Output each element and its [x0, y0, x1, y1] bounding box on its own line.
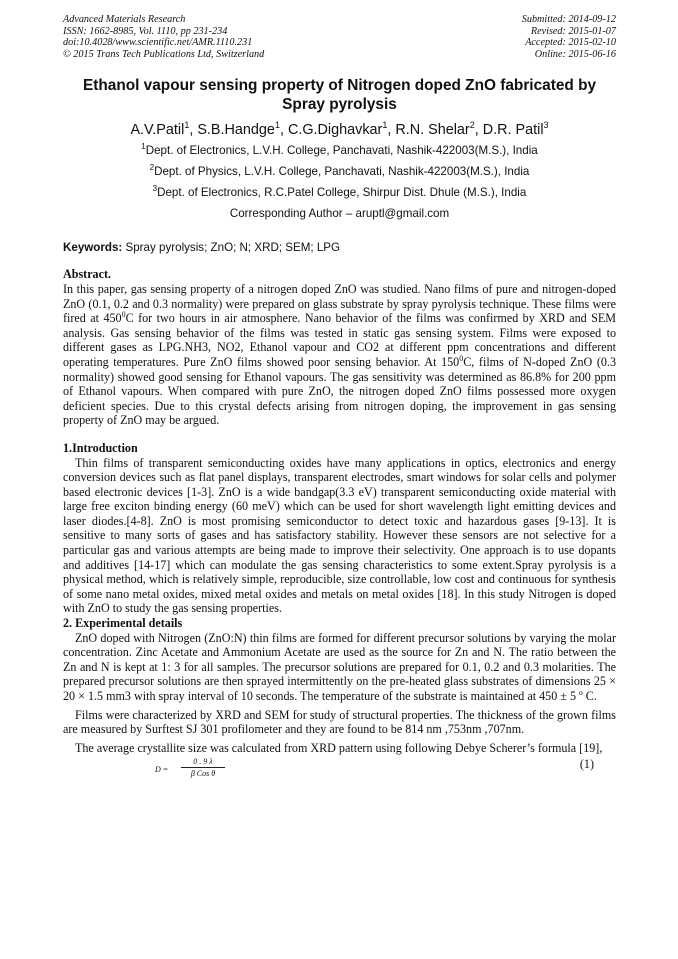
introduction-heading: 1.Introduction — [63, 440, 138, 455]
abstract-part: C for two hours in air atmosphere. Nano behavior of the films was confirmed by XRD and SEM analysis. Gas sensing behavior of the films was tested in static gas sensing system. Films were exposed to different gases as LPG.NH3, NO2, Ethanol vapour and CO2 at different ppm concentrations and different operating temperatures. Pure ZnO films showed poor sensing behavior. At 150 — [63, 311, 616, 369]
paper-title: Ethanol vapour sensing property of Nitrogen doped ZnO fabricated by Spray pyrolysis — [82, 77, 597, 114]
affiliation — [63, 161, 616, 182]
author-name: D.R. Patil — [482, 122, 544, 139]
affiliation-text: Dept. of Electronics, R.C.Patel College, Shirpur Dist. Dhule (M.S.), India — [157, 186, 527, 200]
experimental-heading: 2. Experimental details — [63, 616, 183, 631]
journal-name: Advanced Materials Research — [63, 14, 186, 25]
equation-lhs: D = — [155, 765, 169, 775]
corresponding-author: Corresponding Author – aruptl@gmail.com — [229, 207, 450, 221]
author-separator: , — [189, 122, 198, 139]
author-separator: , — [474, 122, 483, 139]
author-separator: , — [279, 122, 288, 139]
date-online: Online: 2015-06-16 — [534, 48, 616, 60]
journal-issn: ISSN: 1662-8985, Vol. 1110, pp 231-234 — [63, 25, 228, 37]
abstract-text — [63, 282, 616, 428]
affiliation — [63, 182, 616, 203]
author-affiliation-mark: 2 — [469, 120, 475, 131]
author-name: C.G.Dighavkar — [287, 122, 383, 139]
abstract-heading: Abstract. — [63, 267, 112, 282]
affiliation-mark: 1 — [141, 142, 146, 152]
author-list — [63, 120, 616, 140]
keywords-text: Spray pyrolysis; ZnO; N; XRD; SEM; LPG — [122, 241, 341, 255]
date-submitted: Submitted: 2014-09-12 — [521, 14, 616, 25]
author-separator: , — [387, 122, 396, 139]
equation-numerator: 0 . 9 λ — [181, 757, 225, 768]
author-name: A.V.Patil — [130, 122, 185, 139]
affiliation-text: Dept. of Physics, L.V.H. College, Panchavati, Nashik-422003(M.S.), India — [154, 165, 530, 179]
equation-number: (1) — [579, 757, 594, 772]
author-affiliation-mark: 3 — [543, 120, 549, 131]
affiliation — [63, 140, 616, 161]
affiliation-mark: 2 — [149, 163, 155, 173]
author-affiliation-mark: 1 — [184, 120, 190, 131]
introduction-text: Thin films of transparent semiconducting oxides have many applications in optics, electronics and energy conversion devices such as flat panel displays, transparent electrodes, smart windows for solar cells and polymer based electronic devices [1-3]. ZnO is a wide bandgap(3.3 eV) transparent semiconducting oxide material with large free exciton binding energy (60 meV) which can be used for short wavelength light emitting devices and laser diodes.[4-8]. ZnO is most promising semiconductor to detect toxic and hazardous gases [9-13]. It is sensitive to many sorts of gases and has satisfactory stability. However these sensors are not selective for a particular gas and various attempts are being made to improve their selectivity. One approach is to use dopants and additives [14-17] which can modulate the gas sensing characteristics to some extent.Spray pyrolysis is a physical method, which is relatively simple, reproducible, size controllable, low cost and continuous for synthesis of some nano metal oxides, mixed metal oxides and metals on metal oxides [18]. In this study Nitrogen is doped with ZnO to study the gas sensing properties. — [63, 455, 616, 616]
experimental-paragraph: Films were characterized by XRD and SEM for study of structural properties. The thickness of the grown films are measured by Surftest SJ 301 profilometer and they are found to be 814 nm ,753nm ,707nm. — [63, 707, 616, 737]
affiliation-mark: 3 — [152, 184, 158, 194]
date-accepted: Accepted: 2015-02-10 — [525, 37, 616, 49]
abstract-part: In this paper, gas sensing property of a nitrogen doped ZnO was studied. Nano films of pure and nitrogen-doped ZnO (0.1, 0.2 and 0.3 normality) were prepared on glass substrate by spray pyrolysis technique. These films were fired at 450 — [63, 281, 616, 326]
keywords — [63, 241, 616, 255]
paper-page — [63, 14, 616, 785]
abstract-part: C, films of N-doped ZnO (0.3 normality) showed good sensing for Ethanol vapours. The gas sensitivity was determined as 86.8% for 200 ppm of Ethanol vapours. When compared with pure ZnO, the nitrogen doped ZnO films possessed more oxygen deficient species. Due to this crystal defects arising from nitrogen doping, the improvement in gas sensing property of ZnO may be argued. — [63, 354, 616, 428]
journal-doi: doi:10.4028/www.scientific.net/AMR.1110.231 — [63, 37, 253, 49]
scherrer-equation — [63, 757, 616, 785]
experimental-paragraph: ZnO doped with Nitrogen (ZnO:N) thin films are formed for different precursor solutions by varying the molar concentration. Zinc Acetate and Ammonium Acetate are used as the source for Zn and N. The ratio between the Zn and N is kept at 1: 3 for all samples. The precursor solutions are prepared for 0.1, 0.2 and 0.3 molarities. The prepared precursor solutions are then sprayed intermittently on the pre-heated glass substrates of dimensions 25 × 20 × 1.5 mm3 with spray interval of 10 seconds. The temperature of the substrate is maintained at 450 ± 5 º C. — [63, 630, 616, 703]
journal-copyright: © 2015 Trans Tech Publications Ltd, Switzerland — [63, 48, 265, 60]
degree-mark: 0 — [121, 310, 126, 320]
degree-mark: 0 — [459, 353, 464, 363]
date-revised: Revised: 2015-01-07 — [530, 25, 616, 37]
journal-info — [63, 14, 264, 60]
affiliation-text: Dept. of Electronics, L.V.H. College, Panchavati, Nashik-422003(M.S.), India — [145, 144, 538, 158]
equation-denominator: β Cos θ — [190, 769, 216, 779]
submission-dates — [522, 14, 616, 60]
author-name: S.B.Handge — [197, 122, 275, 139]
equation-fraction — [181, 757, 225, 778]
author-name: R.N. Shelar — [395, 122, 470, 139]
author-affiliation-mark: 1 — [274, 120, 280, 131]
journal-header — [63, 14, 616, 60]
author-affiliation-mark: 1 — [382, 120, 388, 131]
experimental-paragraph: The average crystallite size was calculated from XRD pattern using following Debye Scherer’s formula [19], — [75, 740, 603, 755]
keywords-label: Keywords: — [63, 241, 123, 255]
